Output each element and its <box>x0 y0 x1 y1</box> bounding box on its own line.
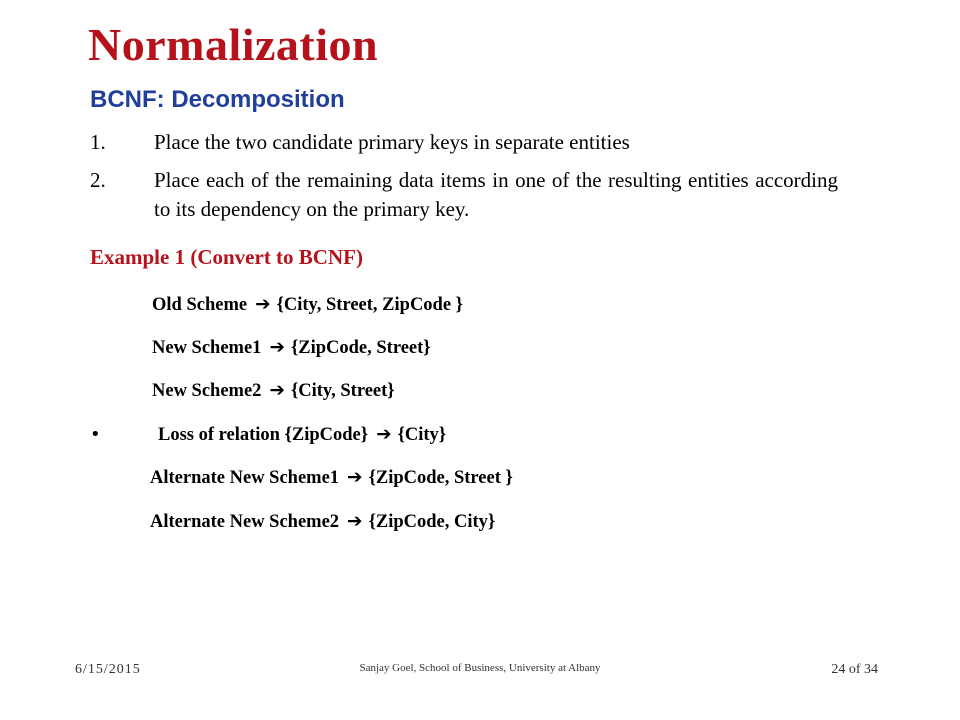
step-item <box>90 166 838 224</box>
scheme-value: {City} <box>397 425 447 445</box>
example-title: Example 1 (Convert to BCNF) <box>90 245 363 269</box>
old-scheme-line <box>152 294 463 316</box>
scheme-label: New Scheme1 <box>152 338 262 358</box>
bullet-icon: • <box>90 424 101 445</box>
arrow-right-icon: ➔ <box>347 511 363 532</box>
arrow-right-icon: ➔ <box>269 380 285 401</box>
scheme-value: {City, Street, ZipCode } <box>276 295 463 315</box>
slide-title: Normalization <box>88 19 379 70</box>
arrow-right-icon: ➔ <box>347 467 363 488</box>
arrow-right-icon: ➔ <box>376 424 392 445</box>
alternate-scheme2-line <box>150 511 495 533</box>
scheme-label: New Scheme2 <box>152 381 262 401</box>
footer-page-number: 24 of 34 <box>831 662 878 677</box>
scheme-label: Alternate New Scheme1 <box>150 468 340 488</box>
alternate-scheme1-line <box>150 467 513 489</box>
new-scheme2-line <box>152 380 395 402</box>
arrow-right-icon: ➔ <box>255 294 271 315</box>
loss-of-relation-line <box>158 424 446 446</box>
slide-subtitle: BCNF: Decomposition <box>90 86 345 113</box>
scheme-label: Alternate New Scheme2 <box>150 512 340 532</box>
scheme-value: {ZipCode, Street} <box>290 338 431 358</box>
step-text: Place each of the remaining data items in one of the resulting entities according to its dependency on the primary key. <box>154 168 838 221</box>
step-text: Place the two candidate primary keys in separate entities <box>154 130 630 154</box>
scheme-value: {ZipCode, City} <box>368 512 496 532</box>
scheme-value: {City, Street} <box>290 381 395 401</box>
scheme-label: Loss of relation {ZipCode} <box>158 425 369 445</box>
new-scheme1-line <box>152 337 431 359</box>
step-item <box>90 128 838 157</box>
footer-date: 6/15/2015 <box>75 662 141 677</box>
scheme-label: Old Scheme <box>152 295 248 315</box>
steps-list <box>90 128 838 233</box>
footer-author: Sanjay Goel, School of Business, University at Albany <box>359 662 601 674</box>
step-number: 2. <box>90 168 106 192</box>
step-number: 1. <box>90 130 106 154</box>
arrow-right-icon: ➔ <box>269 337 285 358</box>
scheme-value: {ZipCode, Street } <box>368 468 513 488</box>
